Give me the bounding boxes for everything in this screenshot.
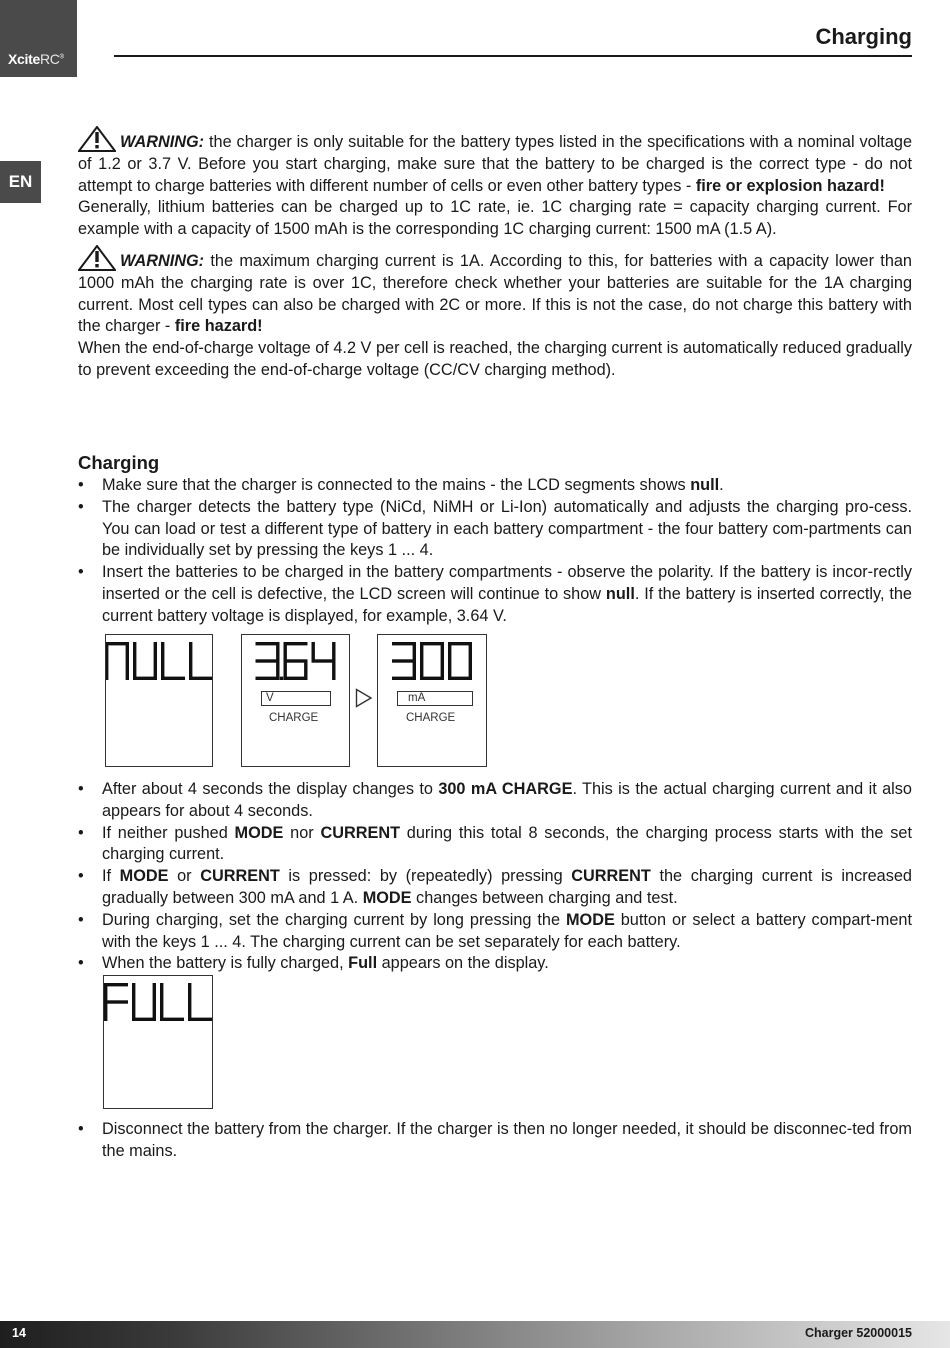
lcd-digit xyxy=(104,983,128,1021)
header-divider xyxy=(114,55,912,57)
lcd-digit xyxy=(312,642,336,680)
bullets-b xyxy=(78,779,912,975)
section-heading: Charging xyxy=(78,452,160,473)
page-title: Charging xyxy=(815,24,912,49)
warning-paragraph-1 xyxy=(78,126,912,197)
list-item: • If neither pushed MODE nor CURRENT during this total 8 seconds, the charging process starts with the set charging current. xyxy=(78,823,912,867)
lcd-display-voltage xyxy=(241,634,350,767)
warning-paragraph-2 xyxy=(78,245,912,338)
lcd-digit xyxy=(448,642,472,680)
lcd-digit xyxy=(188,983,212,1021)
brand-logo xyxy=(0,0,77,77)
lcd-digit xyxy=(420,642,444,680)
lcd-display-current xyxy=(377,634,487,767)
end-of-charge-paragraph: When the end-of-charge voltage of 4.2 V per cell is reached, the charging current is automatically reduced gradually to prevent exceeding the end-of-charge voltage (CC/CV charging method). xyxy=(78,339,912,379)
lcd-digits xyxy=(242,639,349,683)
warning-hazard: fire hazard! xyxy=(174,317,263,336)
arrow-right-icon xyxy=(355,688,373,708)
lcd-caption: CHARGE xyxy=(269,712,319,724)
brand-logo-text: XciteRC® xyxy=(8,51,64,67)
warnings-block xyxy=(78,126,912,382)
list-item: • After about 4 seconds the display changes to 300 mA CHARGE. This is the actual charging current and it also appears for about 4 seconds. xyxy=(78,779,912,823)
list-item: • During charging, set the charging current by long pressing the MODE button or select a battery compart-ment with the keys 1 ... 4. The charging current can be set separately for each battery. xyxy=(78,910,912,954)
lcd-digit xyxy=(106,642,129,680)
warning-hazard: fire or explosion hazard! xyxy=(695,176,885,195)
bullets-a xyxy=(78,475,912,628)
warning-label: WARNING: xyxy=(120,251,205,270)
lcd-digit xyxy=(392,642,416,680)
list-item: • Insert the batteries to be charged in the battery compartments - observe the polarity. If the battery is incor-rectly inserted or the cell is defective, the LCD screen will continue to show null. If the battery is inserted correctly, the current battery voltage is displayed, for example, 3.64 V. xyxy=(78,562,912,627)
charge-rate-paragraph: Generally, lithium batteries can be charged up to 1C rate, ie. 1C charging rate = capacity charging current. For example with a capacity of 1500 mAh is the corresponding 1C charging current: 1500 mA (1.5 A). xyxy=(78,198,912,239)
warning-label: WARNING: xyxy=(120,133,205,151)
lcd-unit-label: mA xyxy=(397,691,473,706)
lcd-display-null xyxy=(105,634,213,767)
lcd-unit-label: V xyxy=(261,691,331,706)
lcd-caption: CHARGE xyxy=(406,712,456,724)
list-item: • The charger detects the battery type (NiCd, NiMH or Li-Ion) automatically and adjusts the charging pro-cess. You can load or test a different type of battery in each battery compartment - the four battery com-partments can be individually set by pressing the keys 1 ... 4. xyxy=(78,497,912,562)
warning-text: the charger is only suitable for the battery types listed in the specifications with a nominal voltage of 1.2 or 3.7 V. Before you start charging, make sure that the battery to be charged is the correct type - do not attempt to charge batteries with different number of cells or even other battery types - xyxy=(78,133,912,195)
lcd-digit xyxy=(132,983,156,1021)
language-tab: EN xyxy=(0,161,41,203)
page-footer xyxy=(0,1321,950,1348)
lcd-display-full xyxy=(103,975,213,1109)
lcd-digit xyxy=(256,642,284,680)
lcd-digit xyxy=(133,642,157,680)
warning-text: the maximum charging current is 1A. According to this, for batteries with a capacity lower than 1000 mAh the charging rate is over 1C, therefore check whether your batteries are suitable for the 1A charging current. Most cell types can also be charged with 2C or more. If this is not the case, do not charge this battery with the charger - xyxy=(78,251,912,336)
list-item: • When the battery is fully charged, Full appears on the display. xyxy=(78,953,912,975)
list-item: • Make sure that the charger is connected to the mains - the LCD segments shows null. xyxy=(78,475,912,497)
lcd-digit xyxy=(284,642,308,680)
lcd-digit xyxy=(161,642,185,680)
list-item: • Disconnect the battery from the charger. If the charger is then no longer needed, it should be disconnec-ted from the mains. xyxy=(78,1119,912,1163)
warning-icon xyxy=(78,126,116,152)
lcd-digits xyxy=(104,980,212,1024)
bullets-c xyxy=(78,1119,912,1163)
warning-icon xyxy=(78,245,116,271)
list-item: • If MODE or CURRENT is pressed: by (repeatedly) pressing CURRENT the charging current is increased gradually between 300 mA and 1 A. MODE changes between charging and test. xyxy=(78,866,912,910)
lcd-digit xyxy=(160,983,184,1021)
lcd-digits xyxy=(106,639,212,683)
lcd-digit xyxy=(189,642,212,680)
lcd-digits xyxy=(378,639,486,683)
page-number: 14 xyxy=(12,1326,26,1340)
document-reference: Charger 52000015 xyxy=(804,1326,912,1340)
